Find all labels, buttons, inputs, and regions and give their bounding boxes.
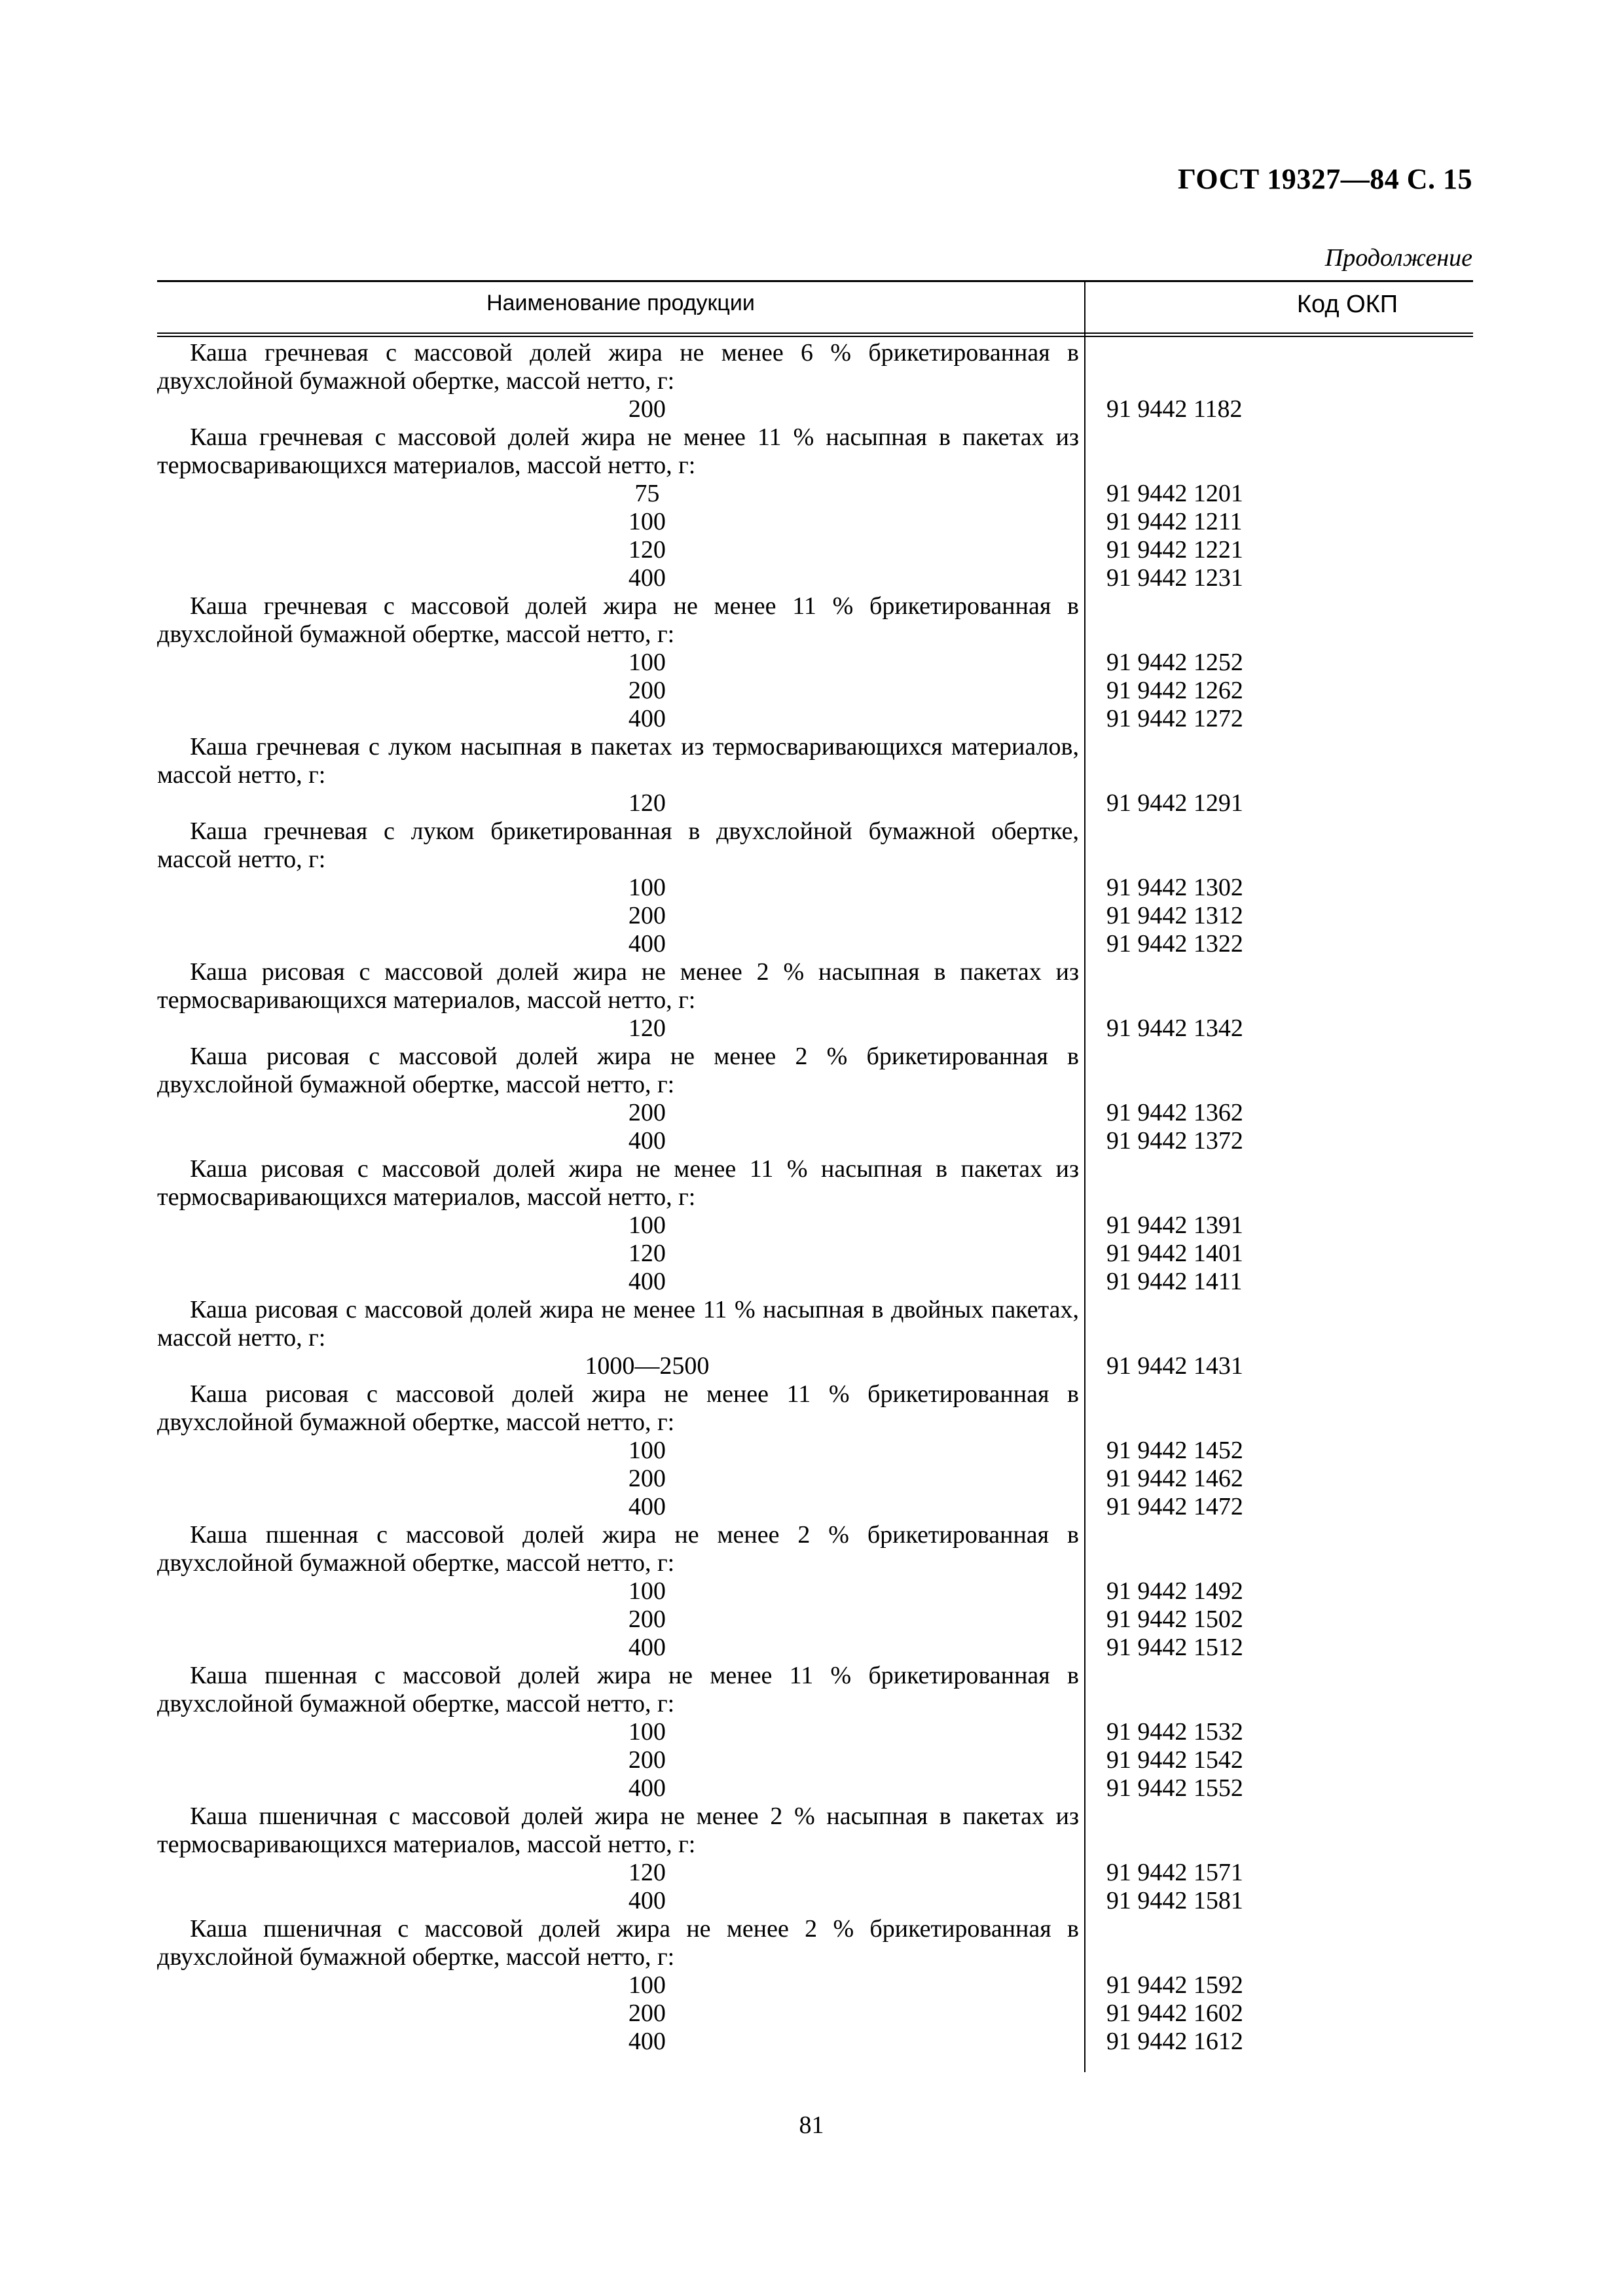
table-row: [157, 1605, 1473, 1634]
product-description-text: Каша рисовая с массовой долей жира не менее 11 % брикетированная в двухслойной бумажной обертке, массой нетто, г:: [157, 1380, 1079, 1436]
net-mass: 200: [628, 677, 666, 704]
net-mass: 400: [628, 930, 666, 958]
table-row: [157, 1887, 1473, 1915]
product-description-text: Каша пшенная с массовой долей жира не менее 11 % брикетированная в двухслойной бумажной обертке, массой нетто, г:: [157, 1662, 1079, 1717]
table-row: [157, 1859, 1473, 1887]
empty-code-cell: [1084, 1662, 1473, 1718]
table-row: [157, 1493, 1473, 1521]
okp-code: 91 9442 1312: [1106, 902, 1243, 929]
okp-code: 91 9442 1472: [1106, 1493, 1243, 1520]
product-description-row: [157, 1521, 1473, 1577]
product-description-text: Каша рисовая с массовой долей жира не менее 2 % брикетированная в двухслойной бумажной обертке, массой нетто, г:: [157, 1043, 1079, 1098]
product-description: [157, 1803, 1084, 1859]
net-mass: 400: [628, 1127, 666, 1155]
empty-code-cell: [1084, 1803, 1473, 1859]
net-mass: 400: [628, 1774, 666, 1802]
okp-code: 91 9442 1231: [1106, 564, 1243, 592]
product-description: [157, 733, 1084, 789]
net-mass: 400: [628, 705, 666, 732]
net-mass: 200: [628, 1465, 666, 1492]
okp-code: 91 9442 1291: [1106, 789, 1243, 817]
page-number: 81: [799, 2111, 824, 2139]
table-row: [157, 564, 1473, 592]
product-description: [157, 1380, 1084, 1437]
product-description-row: [157, 1380, 1473, 1437]
table-row: [157, 1746, 1473, 1774]
okp-code: 91 9442 1211: [1106, 508, 1243, 535]
continuation-label: Продолжение: [1324, 244, 1472, 272]
table-row: [157, 705, 1473, 733]
net-mass: 400: [628, 1493, 666, 1520]
net-mass: 200: [628, 1099, 666, 1126]
table-row: [157, 1099, 1473, 1127]
net-mass: 400: [628, 2028, 666, 2055]
product-description-text: Каша пшеничная с массовой долей жира не менее 2 % брикетированная в двухслойной бумажной обертке, массой нетто, г:: [157, 1915, 1079, 1971]
table-row: [157, 1577, 1473, 1605]
net-mass: 120: [628, 1240, 666, 1267]
product-description-row: [157, 1662, 1473, 1718]
table-row: [157, 1774, 1473, 1803]
empty-code-cell: [1084, 339, 1473, 395]
okp-code: 91 9442 1542: [1106, 1746, 1243, 1774]
header-double-rule: [157, 332, 1473, 337]
table-row: [157, 1971, 1473, 2000]
okp-code: 91 9442 1612: [1106, 2028, 1243, 2055]
empty-code-cell: [1084, 1296, 1473, 1352]
empty-code-cell: [1084, 1915, 1473, 1971]
empty-code-cell: [1084, 958, 1473, 1014]
net-mass: 100: [628, 1437, 666, 1464]
net-mass: 120: [628, 789, 666, 817]
net-mass: 200: [628, 1746, 666, 1774]
table-row: [157, 1211, 1473, 1240]
okp-code: 91 9442 1262: [1106, 677, 1243, 704]
product-description: [157, 423, 1084, 480]
net-mass: 400: [628, 1887, 666, 1914]
empty-code-cell: [1084, 1043, 1473, 1099]
empty-code-cell: [1084, 733, 1473, 789]
product-description-text: Каша пшеничная с массовой долей жира не менее 2 % насыпная в пакетах из термосваривающихся материалов, массой нетто, г:: [157, 1803, 1079, 1858]
okp-code: 91 9442 1401: [1106, 1240, 1243, 1267]
okp-code: 91 9442 1411: [1106, 1268, 1243, 1295]
net-mass: 200: [628, 395, 666, 423]
table-row: [157, 1634, 1473, 1662]
empty-code-cell: [1084, 592, 1473, 649]
table-row: [157, 536, 1473, 564]
product-description-row: [157, 1296, 1473, 1352]
table-row: [157, 2028, 1473, 2056]
okp-code: 91 9442 1512: [1106, 1634, 1243, 1661]
net-mass: 1000—2500: [585, 1352, 710, 1380]
okp-code: 91 9442 1201: [1106, 480, 1243, 507]
okp-code: 91 9442 1502: [1106, 1605, 1243, 1633]
column-header-code: Код ОКП: [1296, 291, 1398, 318]
product-description-row: [157, 817, 1473, 874]
okp-code: 91 9442 1462: [1106, 1465, 1243, 1492]
product-description-row: [157, 339, 1473, 395]
product-description-text: Каша рисовая с массовой долей жира не менее 2 % насыпная в пакетах из термосваривающихся материалов, массой нетто, г:: [157, 958, 1079, 1014]
okp-code: 91 9442 1581: [1106, 1887, 1243, 1914]
okp-code: 91 9442 1272: [1106, 705, 1243, 732]
net-mass: 400: [628, 1634, 666, 1661]
table-row: [157, 2000, 1473, 2028]
empty-code-cell: [1084, 817, 1473, 874]
product-description: [157, 1296, 1084, 1352]
product-description: [157, 1043, 1084, 1099]
product-description: [157, 1662, 1084, 1718]
document-header-title: ГОСТ 19327—84 С. 15: [1177, 163, 1472, 195]
column-header-name: Наименование продукции: [486, 291, 755, 315]
table-row: [157, 902, 1473, 930]
product-description: [157, 1521, 1084, 1577]
empty-code-cell: [1084, 1155, 1473, 1211]
table-row: [157, 677, 1473, 705]
product-description-row: [157, 733, 1473, 789]
product-description: [157, 339, 1084, 395]
okp-code: 91 9442 1252: [1106, 649, 1243, 676]
okp-code: 91 9442 1592: [1106, 1971, 1243, 1999]
table-row: [157, 649, 1473, 677]
net-mass: 100: [628, 1971, 666, 1999]
net-mass: 400: [628, 564, 666, 592]
product-description: [157, 592, 1084, 649]
table-row: [157, 1268, 1473, 1296]
empty-code-cell: [1084, 423, 1473, 480]
product-description-text: Каша гречневая с луком брикетированная в двухслойной бумажной обертке, массой нетто, г:: [157, 817, 1079, 873]
okp-code: 91 9442 1302: [1106, 874, 1243, 901]
table-row: [157, 789, 1473, 817]
net-mass: 100: [628, 649, 666, 676]
product-description-row: [157, 958, 1473, 1014]
net-mass: 75: [634, 480, 660, 507]
table-row: [157, 930, 1473, 958]
okp-code: 91 9442 1182: [1106, 395, 1243, 423]
okp-code: 91 9442 1552: [1106, 1774, 1243, 1802]
table-row: [157, 480, 1473, 508]
table-row: [157, 1465, 1473, 1493]
table-row: [157, 1240, 1473, 1268]
table-row: [157, 1718, 1473, 1746]
product-description: [157, 1915, 1084, 1971]
net-mass: 200: [628, 2000, 666, 2027]
table-row: [157, 1437, 1473, 1465]
net-mass: 120: [628, 536, 666, 564]
product-description-text: Каша пшенная с массовой долей жира не менее 2 % брикетированная в двухслойной бумажной обертке, массой нетто, г:: [157, 1521, 1079, 1577]
product-description-row: [157, 1803, 1473, 1859]
okp-code: 91 9442 1532: [1106, 1718, 1243, 1746]
table-body: [157, 339, 1473, 2056]
net-mass: 100: [628, 1718, 666, 1746]
table-row: [157, 395, 1473, 423]
okp-code: 91 9442 1571: [1106, 1859, 1243, 1886]
empty-code-cell: [1084, 1521, 1473, 1577]
product-description-text: Каша гречневая с массовой долей жира не менее 6 % брикетированная в двухслойной бумажной обертке, массой нетто, г:: [157, 339, 1079, 395]
okp-code: 91 9442 1362: [1106, 1099, 1243, 1126]
product-description-text: Каша гречневая с массовой долей жира не менее 11 % брикетированная в двухслойной бумажной обертке, массой нетто, г:: [157, 592, 1079, 648]
product-description-row: [157, 1915, 1473, 1971]
net-mass: 120: [628, 1014, 666, 1042]
okp-code: 91 9442 1452: [1106, 1437, 1243, 1464]
empty-code-cell: [1084, 1380, 1473, 1437]
table-row: [157, 1014, 1473, 1043]
product-description-row: [157, 592, 1473, 649]
okp-code: 91 9442 1221: [1106, 536, 1243, 564]
product-description-row: [157, 423, 1473, 480]
product-description-text: Каша рисовая с массовой долей жира не менее 11 % насыпная в пакетах из термосваривающихся материалов, массой нетто, г:: [157, 1155, 1079, 1211]
net-mass: 200: [628, 902, 666, 929]
net-mass: 200: [628, 1605, 666, 1633]
net-mass: 120: [628, 1859, 666, 1886]
okp-code: 91 9442 1322: [1106, 930, 1243, 958]
product-description: [157, 1155, 1084, 1211]
table-row: [157, 1127, 1473, 1155]
product-description-text: Каша рисовая с массовой долей жира не менее 11 % насыпная в двойных пакетах, массой нетто, г:: [157, 1296, 1079, 1352]
product-description-text: Каша гречневая с луком насыпная в пакетах из термосваривающихся материалов, массой нетто, г:: [157, 733, 1079, 789]
okp-code: 91 9442 1431: [1106, 1352, 1243, 1380]
product-description-row: [157, 1155, 1473, 1211]
okp-code: 91 9442 1342: [1106, 1014, 1243, 1042]
okp-code: 91 9442 1492: [1106, 1577, 1243, 1605]
table-row: [157, 874, 1473, 902]
net-mass: 100: [628, 1211, 666, 1239]
okp-code: 91 9442 1391: [1106, 1211, 1243, 1239]
table-row: [157, 1352, 1473, 1380]
product-description-text: Каша гречневая с массовой долей жира не менее 11 % насыпная в пакетах из термосваривающихся материалов, массой нетто, г:: [157, 423, 1079, 479]
product-description: [157, 958, 1084, 1014]
table-row: [157, 508, 1473, 536]
product-description-row: [157, 1043, 1473, 1099]
net-mass: 100: [628, 508, 666, 535]
net-mass: 100: [628, 874, 666, 901]
table-top-rule: [157, 280, 1473, 282]
net-mass: 100: [628, 1577, 666, 1605]
okp-code: 91 9442 1372: [1106, 1127, 1243, 1155]
net-mass: 400: [628, 1268, 666, 1295]
okp-code: 91 9442 1602: [1106, 2000, 1243, 2027]
product-description: [157, 817, 1084, 874]
